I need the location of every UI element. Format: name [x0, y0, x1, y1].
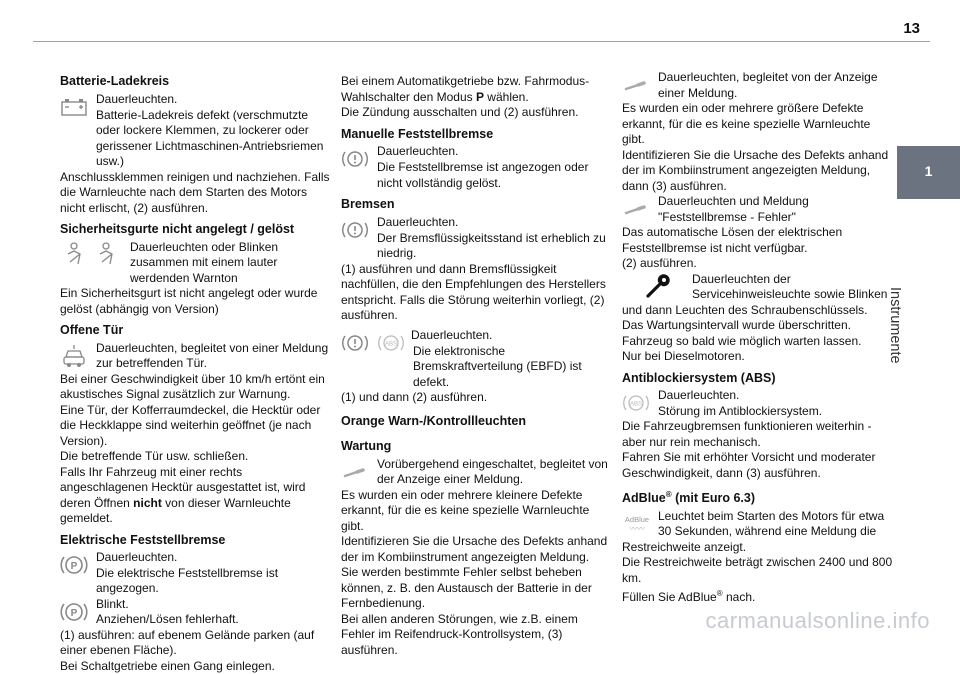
svg-text:ABS: ABS: [385, 341, 397, 347]
column-3: [622, 70, 894, 606]
wrench-text-4: Nur bei Dieselmotoren.: [622, 349, 894, 365]
brakes-heading: Bremsen: [341, 197, 613, 213]
epb-text-2: Bei Schaltgetriebe einen Gang einlegen.: [60, 659, 332, 674]
door-heading: Offene Tür: [60, 323, 332, 339]
service-major-text-2: Identifizieren Sie die Ursache des Defekts anhand der im Kombiinstrument angezeigten Meldung, dann (3) ausführen.: [622, 148, 894, 195]
door-text-3: Die betreffende Tür usw. schließen.: [60, 449, 332, 465]
wrench-state: Dauerleuchten der Servicehinweisleuchte sowie Blinken: [692, 272, 894, 303]
chapter-tab-divider: [897, 198, 960, 307]
seatbelt-state: Dauerleuchten oder Blinken zusammen mit einem lauter werdenden Warnton: [130, 240, 332, 287]
service-state: Vorübergehend eingeschaltet, begleitet von der Anzeige einer Meldung.: [377, 457, 613, 488]
abs-icon: [622, 388, 658, 418]
seatbelt-icon: [60, 240, 130, 270]
brakes-state: Dauerleuchten.: [377, 215, 613, 231]
svg-text:P: P: [71, 608, 78, 619]
door-open-icon: [60, 341, 96, 371]
svg-text:ABS: ABS: [630, 402, 642, 408]
seatbelt-text: Ein Sicherheitsgurt ist nicht angelegt oder wurde gelöst (abhängig von Version): [60, 286, 332, 317]
service-epb-text-2: (2) ausführen.: [622, 256, 894, 272]
service-text-4: Bei allen anderen Störungen, wie z.B. einem Fehler im Reifendruck-Kontrollsystem, (3) ausführen.: [341, 612, 613, 659]
manual-brake-text: Die Feststellbremse ist angezogen oder nicht vollständig gelöst.: [341, 160, 613, 191]
battery-heading: Batterie-Ladekreis: [60, 74, 332, 90]
epb-text: (1) ausführen: auf ebenem Gelände parken (auf einer ebenen Fläche).: [60, 628, 332, 659]
abs-state: Dauerleuchten. Störung im Antiblockiersystem.: [658, 388, 894, 419]
orange-heading: Orange Warn-/Kontrollleuchten: [341, 414, 613, 430]
abs-text-2: Fahren Sie mit erhöhter Vorsicht und moderater Geschwindigkeit, dann (3) ausführen.: [622, 450, 894, 481]
chapter-tab[interactable]: [897, 146, 960, 198]
chapter-label: Instrumente: [887, 287, 903, 364]
chapter-number: 1: [897, 163, 960, 179]
brakes-text-2: (1) ausführen und dann Bremsflüssigkeit nachfüllen, die den Empfehlungen des Herstellers entspricht. Falls die Störung weiterhin vorliegt, (2) ausführen.: [341, 262, 613, 324]
column-1: [60, 70, 332, 674]
service-text: Es wurden ein oder mehrere kleinere Defekte erkannt, für die es keine spezielle Warnleuchte gibt.: [341, 488, 613, 535]
column-2: [341, 70, 613, 658]
door-text-4: Falls Ihr Fahrzeug mit einer rechts angeschlagenen Hecktür ausgestattet ist, wird deren Öffnen nicht von dieser Warnleuchte gemeldet.: [60, 465, 332, 527]
brakes-text: Der Bremsflüssigkeitsstand ist erheblich zu niedrig.: [341, 231, 613, 262]
battery-text-2: Anschlussklemmen reinigen und nachziehen. Falls die Warnleuchte nach dem Starten des Motors nicht erlischt, (2) ausführen.: [60, 170, 332, 217]
auto-text-2: Die Zündung ausschalten und (2) ausführen.: [341, 105, 613, 121]
door-state: Dauerleuchten, begleitet von einer Meldung zur betreffenden Tür.: [96, 341, 332, 372]
adblue-text-2: Die Restreichweite beträgt zwischen 2400 und 800 km.: [622, 555, 894, 586]
service-major-text: Es wurden ein oder mehrere größere Defekte erkannt, für die es keine spezielle Warnleuchte gibt.: [622, 101, 894, 148]
ebfd-state: Dauerleuchten.: [411, 328, 613, 344]
manual-brake-state: Dauerleuchten.: [377, 144, 613, 160]
wrench-text-2: Das Wartungsintervall wurde überschritten.: [622, 318, 894, 334]
header-rule: [33, 41, 930, 42]
service-epb-text: Das automatische Lösen der elektrischen Feststellbremse ist nicht verfügbar.: [622, 225, 894, 256]
watermark: carmanualsonline.info: [705, 608, 930, 634]
manual-brake-heading: Manuelle Feststellbremse: [341, 127, 613, 143]
ebfd-text: Die elektronische Bremskraftverteilung (EBFD) ist defekt.: [341, 344, 613, 391]
door-text: Bei einer Geschwindigkeit über 10 km/h ertönt ein akustisches Signal zusätzlich zur Warnung.: [60, 372, 332, 403]
svg-text:P: P: [71, 561, 78, 572]
abs-text: Die Fahrzeugbremsen funktionieren weiterhin - aber nur rein mechanisch.: [622, 419, 894, 450]
battery-icon: [60, 92, 96, 122]
service-text-3: Sie werden bestimmte Fehler selbst beheben können, z. B. den Austausch der Batterie in der Fernbedienung.: [341, 565, 613, 612]
epb-heading: Elektrische Feststellbremse: [60, 533, 332, 549]
wrench-small-icon: [341, 457, 377, 487]
adblue-text-3: Füllen Sie AdBlue® nach.: [622, 586, 894, 606]
epb-blink-icon: [60, 597, 96, 627]
adblue-icon: AdBlue 〰〰: [622, 509, 658, 539]
door-text-2: Eine Tür, der Kofferraumdeckel, die Hecktür oder die Heckklappe sind weiterhin geöffnet (je nach Version).: [60, 403, 332, 450]
service-text-2: Identifizieren Sie die Ursache des Defekts anhand der im Kombiinstrument angezeigten Meldung.: [341, 534, 613, 565]
epb-blink-state: Blinkt. Anziehen/Lösen fehlerhaft.: [96, 597, 332, 628]
adblue-text: Restreichweite anzeigt.: [622, 540, 894, 556]
seatbelt-heading: Sicherheitsgurte nicht angelegt / gelöst: [60, 222, 332, 238]
wrench-text-3: Fahrzeug so bald wie möglich warten lassen.: [622, 334, 894, 350]
epb-state: Dauerleuchten. Die elektrische Feststellbremse ist angezogen.: [96, 550, 332, 597]
service-major-icon: [622, 70, 658, 100]
service-epb-state: Dauerleuchten und Meldung "Feststellbremse - Fehler": [658, 194, 894, 225]
brake-warning-icon: [341, 144, 377, 174]
wrench-icon: [622, 272, 692, 302]
ebfd-icons: [341, 328, 411, 358]
adblue-state: Leuchtet beim Starten des Motors für etwa 30 Sekunden, während eine Meldung die: [658, 509, 894, 540]
brake-fluid-icon: [341, 215, 377, 245]
battery-text: Batterie-Ladekreis defekt (verschmutzte oder lockere Klemmen, zu lockerer oder gerissener Lichtmaschinen-Antriebsriemen usw.): [60, 108, 332, 170]
service-major-state: Dauerleuchten, begleitet von der Anzeige einer Meldung.: [658, 70, 894, 101]
page-number: 13: [903, 20, 920, 37]
service-epb-icon: [622, 194, 658, 224]
adblue-heading: AdBlue® (mit Euro 6.3): [622, 487, 894, 507]
abs-heading: Antiblockiersystem (ABS): [622, 371, 894, 387]
wrench-text: und dann Leuchten des Schraubenschlüssels.: [622, 303, 894, 319]
auto-text: Bei einem Automatikgetriebe bzw. Fahrmodus-Wahlschalter den Modus P wählen.: [341, 74, 613, 105]
service-heading: Wartung: [341, 439, 613, 455]
battery-state: Dauerleuchten.: [96, 92, 332, 108]
epb-icon: [60, 550, 96, 580]
ebfd-text-2: (1) und dann (2) ausführen.: [341, 390, 613, 406]
